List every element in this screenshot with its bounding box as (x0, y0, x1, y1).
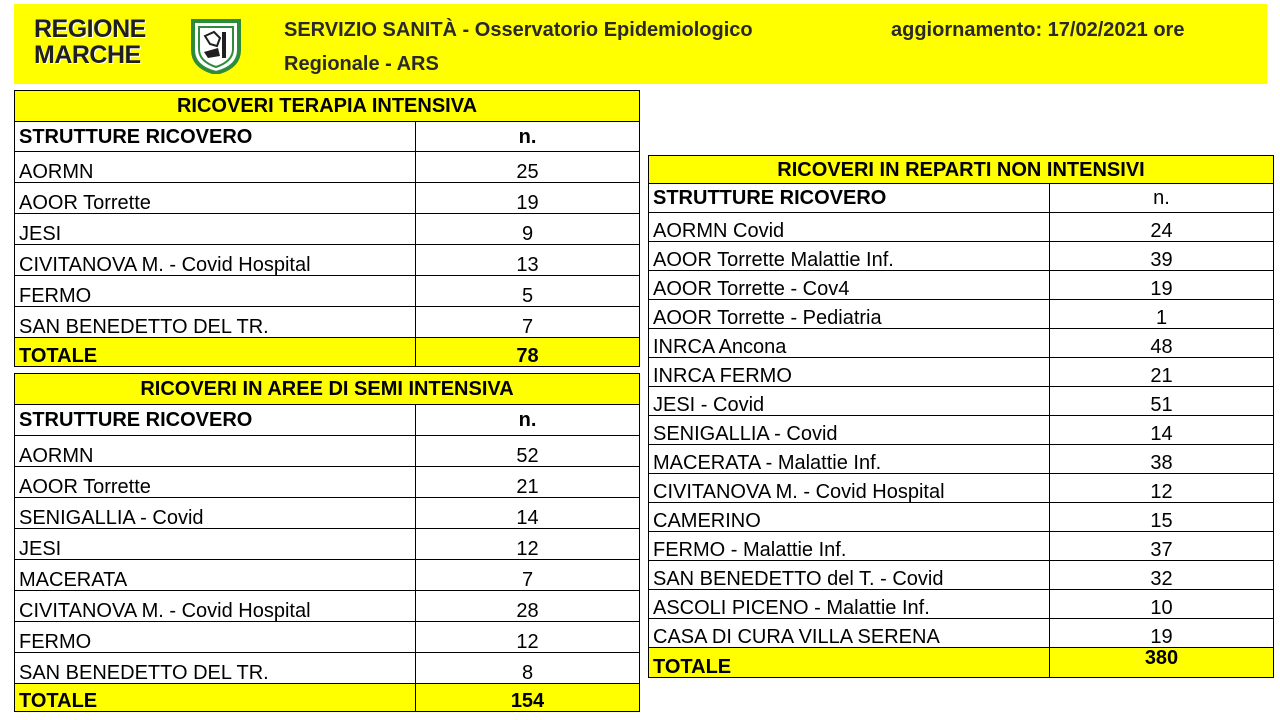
regione-marche-emblem-icon (190, 18, 242, 74)
table-title: RICOVERI TERAPIA INTENSIVA (15, 91, 640, 122)
row-value: 7 (416, 560, 640, 591)
table-terapia-intensiva (14, 90, 640, 367)
row-name: AOOR Torrette (15, 467, 416, 498)
table-row (15, 276, 640, 307)
row-name: AOOR Torrette Malattie Inf. (649, 242, 1050, 271)
table-row (15, 436, 640, 467)
row-name: MACERATA (15, 560, 416, 591)
header-title-line-2: Regionale - ARS (284, 53, 439, 75)
logo-line-2: MARCHE (34, 41, 141, 69)
update-timestamp: aggiornamento: 17/02/2021 ore (891, 19, 1185, 41)
table-row (15, 467, 640, 498)
row-value: 51 (1050, 387, 1274, 416)
total-row (15, 684, 640, 712)
row-value: 14 (416, 498, 640, 529)
row-value: 25 (416, 152, 640, 183)
row-name: AOOR Torrette - Cov4 (649, 271, 1050, 300)
header-title-line-1: SERVIZIO SANITÀ - Osservatorio Epidemiologico (284, 19, 753, 41)
logo-line-1: REGIONE (34, 15, 146, 43)
row-name: AORMN (15, 152, 416, 183)
column-header-structure: STRUTTURE RICOVERO (649, 184, 1050, 213)
row-name: SAN BENEDETTO DEL TR. (15, 653, 416, 684)
row-value: 13 (416, 245, 640, 276)
row-value: 28 (416, 591, 640, 622)
row-value: 21 (1050, 358, 1274, 387)
table-row (649, 416, 1274, 445)
table-row (15, 214, 640, 245)
row-value: 37 (1050, 532, 1274, 561)
row-name: AORMN (15, 436, 416, 467)
row-value: 19 (1050, 271, 1274, 300)
row-value: 1 (1050, 300, 1274, 329)
table-row (15, 529, 640, 560)
total-label: TOTALE (649, 648, 1050, 678)
row-name: AOOR Torrette - Pediatria (649, 300, 1050, 329)
row-value: 48 (1050, 329, 1274, 358)
row-name: AOOR Torrette (15, 183, 416, 214)
row-name: CASA DI CURA VILLA SERENA (649, 619, 1050, 648)
logo-text (34, 16, 146, 68)
row-value: 7 (416, 307, 640, 338)
table-row (649, 590, 1274, 619)
total-row (649, 648, 1274, 678)
total-label: TOTALE (15, 684, 416, 712)
row-value: 9 (416, 214, 640, 245)
table-row (649, 474, 1274, 503)
table-row (15, 498, 640, 529)
table-row (15, 183, 640, 214)
table-row (649, 387, 1274, 416)
column-header-count: n. (1050, 184, 1274, 213)
table-row (649, 619, 1274, 648)
row-name: CIVITANOVA M. - Covid Hospital (649, 474, 1050, 503)
total-value: 154 (416, 684, 640, 712)
row-value: 8 (416, 653, 640, 684)
column-header-count: n. (416, 405, 640, 436)
row-value: 14 (1050, 416, 1274, 445)
row-value: 5 (416, 276, 640, 307)
row-name: ASCOLI PICENO - Malattie Inf. (649, 590, 1050, 619)
row-value: 24 (1050, 213, 1274, 242)
column-header-structure: STRUTTURE RICOVERO (15, 405, 416, 436)
row-name: FERMO (15, 622, 416, 653)
row-name: AORMN Covid (649, 213, 1050, 242)
header-banner (14, 4, 1267, 84)
table-row (15, 622, 640, 653)
row-value: 15 (1050, 503, 1274, 532)
table-row (15, 152, 640, 183)
row-name: SAN BENEDETTO del T. - Covid (649, 561, 1050, 590)
row-value: 10 (1050, 590, 1274, 619)
row-value: 39 (1050, 242, 1274, 271)
table-row (649, 561, 1274, 590)
table-row (15, 245, 640, 276)
column-header-count: n. (416, 122, 640, 152)
table-title: RICOVERI IN AREE DI SEMI INTENSIVA (15, 374, 640, 405)
row-name: MACERATA - Malattie Inf. (649, 445, 1050, 474)
row-name: JESI - Covid (649, 387, 1050, 416)
table-row (15, 307, 640, 338)
row-name: FERMO (15, 276, 416, 307)
row-value: 19 (1050, 619, 1274, 648)
table-row (649, 358, 1274, 387)
row-value: 38 (1050, 445, 1274, 474)
row-name: CIVITANOVA M. - Covid Hospital (15, 245, 416, 276)
table-row (649, 532, 1274, 561)
row-value: 19 (416, 183, 640, 214)
table-reparti-non-intensivi (648, 155, 1274, 678)
table-row (15, 591, 640, 622)
table-row (649, 300, 1274, 329)
row-name: CIVITANOVA M. - Covid Hospital (15, 591, 416, 622)
table-row (649, 445, 1274, 474)
row-name: INRCA Ancona (649, 329, 1050, 358)
table-row (649, 213, 1274, 242)
table-row (649, 271, 1274, 300)
row-name: CAMERINO (649, 503, 1050, 532)
total-value: 78 (416, 338, 640, 367)
row-name: SAN BENEDETTO DEL TR. (15, 307, 416, 338)
regione-marche-logo (34, 16, 254, 76)
row-value: 12 (416, 529, 640, 560)
table-title: RICOVERI IN REPARTI NON INTENSIVI (649, 156, 1274, 184)
row-name: SENIGALLIA - Covid (15, 498, 416, 529)
row-name: SENIGALLIA - Covid (649, 416, 1050, 445)
table-row (15, 560, 640, 591)
table-row (649, 242, 1274, 271)
row-value: 52 (416, 436, 640, 467)
row-name: JESI (15, 529, 416, 560)
total-value: 380 (1050, 648, 1274, 678)
total-label: TOTALE (15, 338, 416, 367)
row-value: 32 (1050, 561, 1274, 590)
row-value: 12 (416, 622, 640, 653)
row-name: INRCA FERMO (649, 358, 1050, 387)
table-semi-intensiva (14, 373, 640, 712)
row-value: 21 (416, 467, 640, 498)
row-name: JESI (15, 214, 416, 245)
column-header-structure: STRUTTURE RICOVERO (15, 122, 416, 152)
row-value: 12 (1050, 474, 1274, 503)
table-row (15, 653, 640, 684)
total-row (15, 338, 640, 367)
table-row (649, 503, 1274, 532)
table-row (649, 329, 1274, 358)
row-name: FERMO - Malattie Inf. (649, 532, 1050, 561)
